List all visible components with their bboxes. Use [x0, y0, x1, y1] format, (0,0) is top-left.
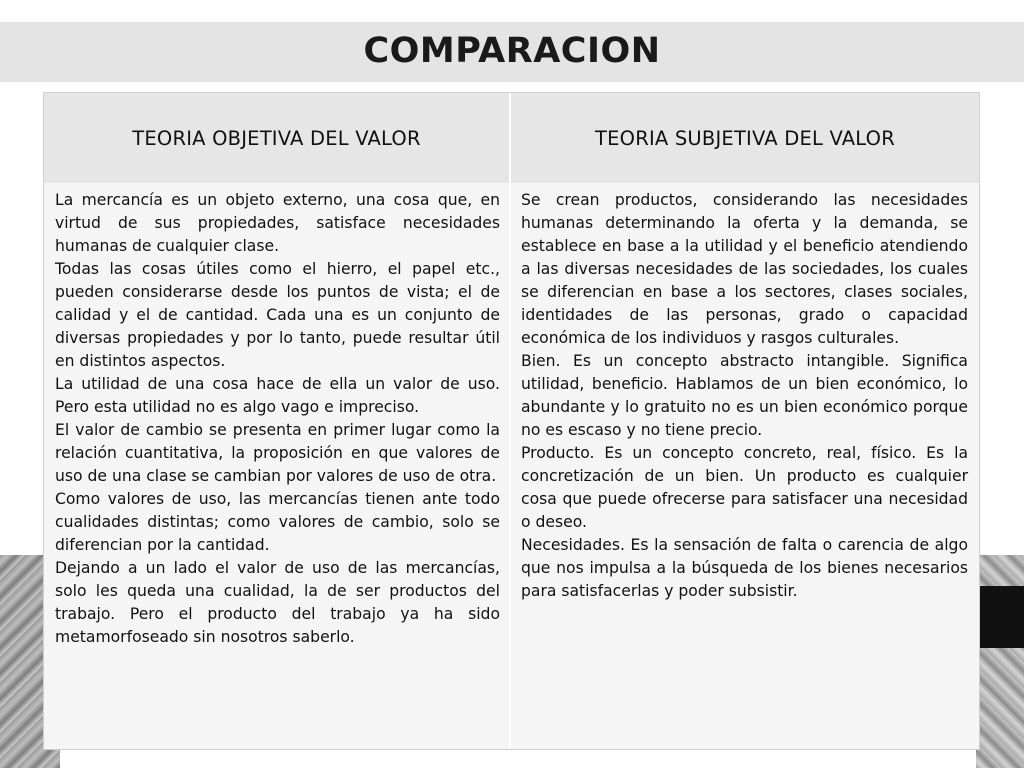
subjective-paragraph: Bien. Es un concepto abstracto intangible. Significa utilidad, beneficio. Hablamos de un bien económico, lo abundante y lo gratuito no es un bien económico porque no es escaso y no tiene precio.	[521, 352, 968, 439]
objective-paragraph: Todas las cosas útiles como el hierro, el papel etc., pueden considerarse desde los puntos de vista; el de calidad y el de cantidad. Cada una es un conjunto de diversas propiedades y por lo tanto, puede resultar útil en distintos aspectos.	[55, 260, 500, 370]
decorative-block-right	[979, 586, 1024, 648]
objective-paragraph: El valor de cambio se presenta en primer lugar como la relación cuantitativa, la proposición en que valores de uso de una clase se cambian por valores de uso de otra.	[55, 421, 500, 485]
subjective-paragraph: Necesidades. Es la sensación de falta o carencia de algo que nos impulsa a la búsqueda de los bienes necesarios para satisfacerlas y poder subsistir.	[521, 536, 968, 600]
header-subjective-theory: TEORIA SUBJETIVA DEL VALOR	[511, 93, 979, 183]
comparison-table	[43, 92, 980, 750]
header-objective-theory: TEORIA OBJETIVA DEL VALOR	[44, 93, 511, 183]
slide-title: COMPARACION	[363, 31, 661, 71]
subjective-paragraph: Se crean productos, considerando las necesidades humanas determinando la oferta y la demanda, se establece en base a la utilidad y el beneficio atendiendo a las diversas necesidades de las sociedades, los cuales se diferencian en base a los sectores, clases sociales, identidades de las personas, grado o capacidad económica de los individuos y rasgos culturales.	[521, 191, 968, 347]
subjective-paragraph: Producto. Es un concepto concreto, real, físico. Es la concretización de un bien. Un producto es cualquier cosa que puede ofrecerse para satisfacer una necesidad o deseo.	[521, 444, 968, 531]
objective-theory-cell	[44, 183, 511, 749]
objective-paragraph: Como valores de uso, las mercancías tienen ante todo cualidades distintas; como valores de cambio, solo se diferencian por la cantidad.	[55, 490, 500, 554]
objective-paragraph: La utilidad de una cosa hace de ella un valor de uso. Pero esta utilidad no es algo vago e impreciso.	[55, 375, 500, 416]
objective-paragraph: Dejando a un lado el valor de uso de las mercancías, solo les queda una cualidad, la de ser productos del trabajo. Pero el producto del trabajo ya ha sido metamorfoseado sin nosotros saberlo.	[55, 559, 500, 646]
objective-paragraph: La mercancía es un objeto externo, una cosa que, en virtud de sus propiedades, satisface necesidades humanas de cualquier clase.	[55, 191, 500, 255]
subjective-theory-cell	[511, 183, 979, 749]
